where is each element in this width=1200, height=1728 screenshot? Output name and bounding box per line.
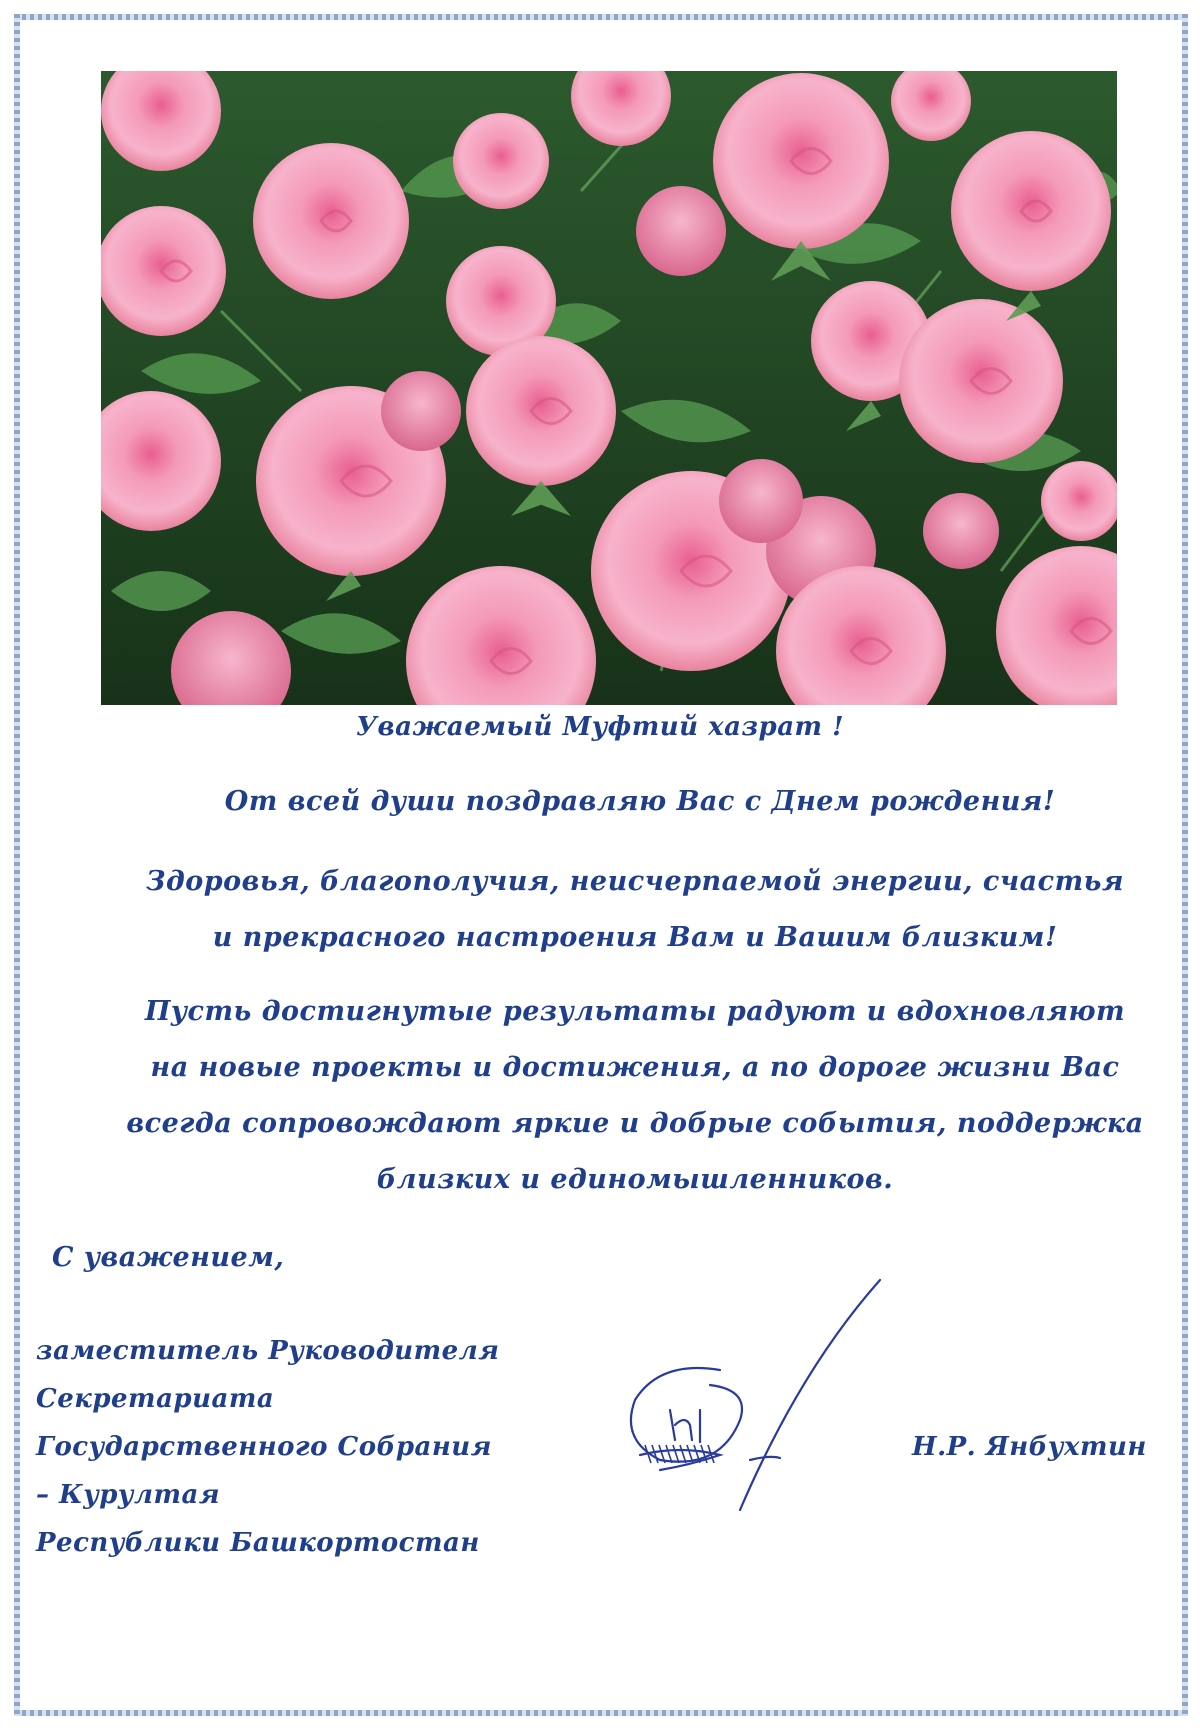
signer-title-line-2: Секретариата <box>36 1384 275 1414</box>
signer-title-line-5: Республики Башкортостан <box>36 1528 480 1558</box>
signer-title-line-3: Государственного Собрания <box>36 1432 492 1462</box>
paragraph-line-1: Пусть достигнутые результаты радуют и вдохновляют <box>144 996 1126 1027</box>
closing-regards: С уважением, <box>52 1242 285 1273</box>
paragraph-line-4: близких и единомышленников. <box>376 1164 894 1195</box>
decorative-border-left <box>14 14 20 1716</box>
handwritten-signature <box>600 1260 900 1520</box>
paragraph-line-2: на новые проекты и достижения, а по дороге жизни Вас <box>150 1052 1120 1083</box>
wishes-line-1: Здоровья, благополучия, неисчерпаемой энергии, счастья <box>146 866 1124 897</box>
signer-title-line-4: – Курултая <box>36 1480 221 1510</box>
decorative-border-top <box>14 14 1188 20</box>
decorative-border-bottom <box>14 1710 1188 1716</box>
signer-name: Н.Р. Янбухтин <box>912 1432 1147 1462</box>
wishes-line-2: и прекрасного настроения Вам и Вашим близким! <box>212 922 1058 953</box>
decorative-border-right <box>1182 14 1188 1716</box>
salutation: Уважаемый Муфтий хазрат ! <box>355 712 845 742</box>
congratulation-line: От всей души поздравляю Вас с Днем рождения! <box>224 786 1056 817</box>
paragraph-line-3: всегда сопровождают яркие и добрые события, поддержка <box>126 1108 1144 1139</box>
signer-title-line-1: заместитель Руководителя <box>36 1336 500 1366</box>
roses-photo <box>101 71 1117 705</box>
